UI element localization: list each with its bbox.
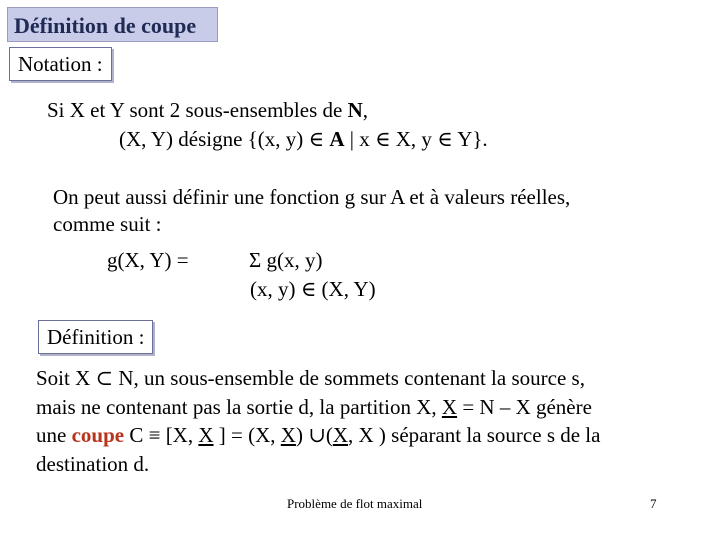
notation-line-1-comma: , [362,98,369,122]
function-paragraph-line-2: comme suit : [53,212,162,236]
natural-set-symbol: N [347,98,363,122]
footer-title: Problème de flot maximal [287,496,423,511]
formula-subscript-b: (X, Y) [316,277,376,301]
notation-line-1-text: Si X et Y sont 2 sous-ensembles de [47,98,348,122]
formula-subscript [250,275,376,304]
element-of-symbol: ∈ [437,127,453,151]
formula-lhs: g(X, Y) = [107,248,189,272]
element-of-symbol: ∈ [374,127,391,151]
x-complement: X [198,423,214,447]
notation-line-2-text-c: | x [344,127,375,151]
definition-line-3-f: ( [325,423,333,447]
notation-line-1 [47,96,368,125]
x-complement: X [280,423,296,447]
notation-line-2-text-a: (X, Y) désigne {(x, y) [119,127,309,151]
x-complement: X [441,395,458,419]
definition-line-3-a: une [36,423,72,447]
notation-line-2-text-d: X, y [390,127,438,151]
subset-symbol: ⊂ [95,366,114,390]
definition-line-3-b: C [124,423,149,447]
equivalence-symbol: ≡ [148,423,161,447]
definition-line-2-a: mais ne contenant pas la sortie d, la partition X, [36,395,442,419]
notation-line-2-text-e: Y}. [452,127,488,151]
element-of-symbol: ∈ [300,277,317,301]
arc-set-symbol: A [329,127,345,151]
formula-rhs [249,246,322,275]
definition-line-4: destination d. [36,452,150,476]
definition-line-3-d: ] = (X, [213,423,281,447]
notation-line-2 [119,125,488,154]
definition-line-3-g: , X ) séparant la source s de la [347,423,601,447]
x-complement: X [332,423,348,447]
coupe-term: coupe [71,423,125,447]
definition-line-1-a: Soit X [36,366,96,390]
page-number: 7 [650,496,657,511]
function-paragraph-line-1: On peut aussi définir une fonction g sur A et à valeurs réelles, [53,185,571,209]
slide-title: Définition de coupe [7,7,218,42]
notation-heading: Notation : [9,47,112,81]
sigma-icon: Σ [249,248,262,272]
formula-summand: g(x, y) [261,248,323,272]
union-symbol: ∪ [308,423,326,447]
definition-line-3-c: [X, [160,423,199,447]
definition-line-3-e: ) [295,423,309,447]
definition-heading: Définition : [38,320,153,354]
formula-subscript-a: (x, y) [250,277,301,301]
definition-line-2 [36,393,592,422]
definition-line-1-b: N, un sous-ensemble de sommets contenant la source s, [113,366,585,390]
element-of-symbol: ∈ [308,127,325,151]
definition-line-3 [36,421,600,450]
definition-line-1 [36,364,585,393]
definition-line-2-b: = N – X génère [457,395,592,419]
